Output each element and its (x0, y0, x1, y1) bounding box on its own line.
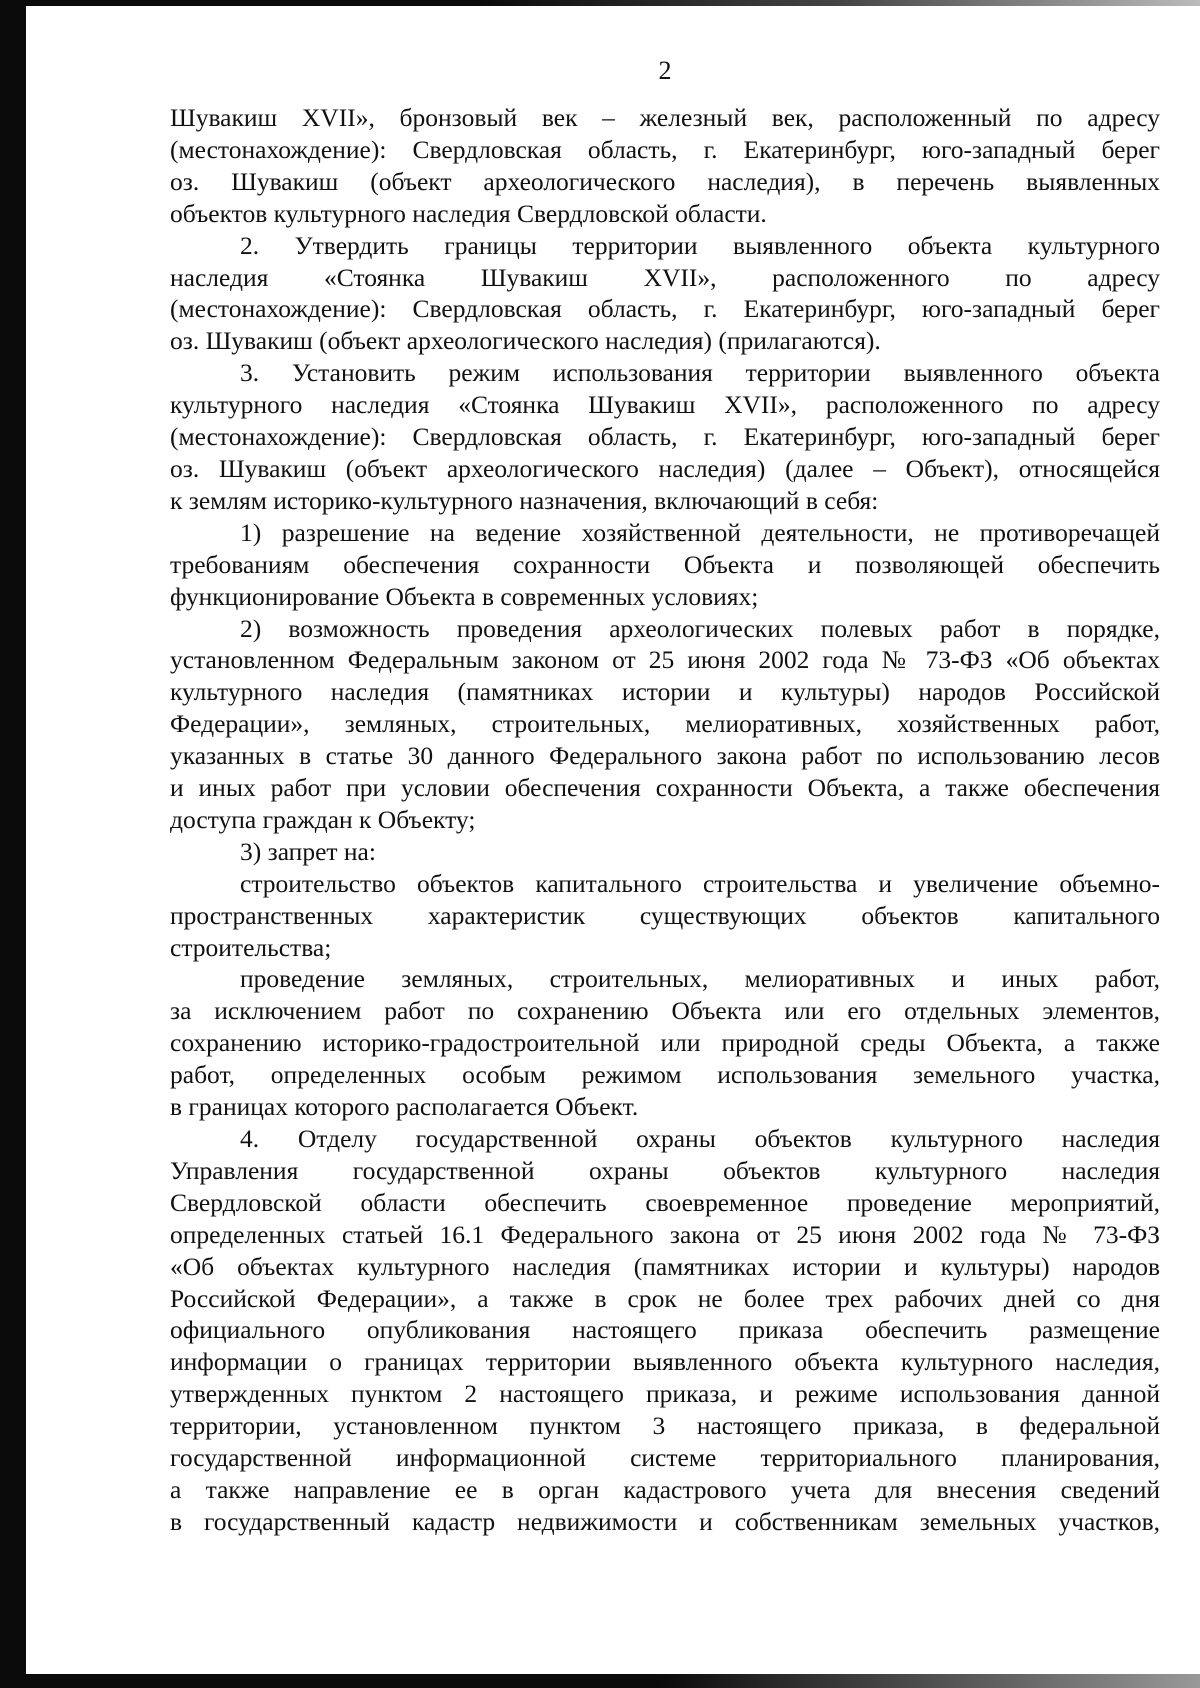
text-line: в границах которого располагается Объект. (170, 1092, 639, 1122)
text-line: Свердловской области обеспечить своевременное проведение мероприятий, (170, 1187, 1160, 1217)
text-line: 3) запрет на: (240, 836, 376, 866)
text-line: а также направление ее в орган кадастрового учета для внесения сведений (170, 1474, 1160, 1504)
scan-edge-top (0, 0, 1200, 6)
paragraph (170, 357, 1160, 517)
text-line: 3. Установить режим использования территории выявленного объекта (240, 358, 1160, 388)
text-line: за исключением работ по сохранению Объекта или его отдельных элементов, (170, 996, 1160, 1026)
text-line: в государственный кадастр недвижимости и собственникам земельных участков, (170, 1506, 1160, 1536)
text-line: требованиям обеспечения сохранности Объекта и позволяющей обеспечить (170, 549, 1160, 579)
text-line: 2. Утвердить границы территории выявленного объекта культурного (240, 230, 1160, 260)
text-line: доступа граждан к Объекту; (170, 804, 476, 834)
text-line: культурного наследия (памятниках истории и культуры) народов Российской (170, 677, 1160, 707)
text-line: Федерации», земляных, строительных, мелиоративных, хозяйственных работ, (170, 709, 1160, 739)
document-page (170, 56, 1160, 1538)
paragraph (170, 613, 1160, 836)
text-line: «Об объектах культурного наследия (памятниках истории и культуры) народов (170, 1251, 1160, 1281)
text-line: сохранению историко-градостроительной или природной среды Объекта, а также (170, 1028, 1160, 1058)
text-line: культурного наследия «Стоянка Шувакиш XVII», расположенного по адресу (170, 390, 1160, 420)
text-line: установленном Федеральным законом от 25 июня 2002 года № 73-ФЗ «Об объектах (170, 645, 1160, 675)
text-line: территории, установленном пунктом 3 настоящего приказа, в федеральной (170, 1411, 1160, 1441)
text-line: государственной информационной системе территориального планирования, (170, 1443, 1160, 1473)
text-line: Российской Федерации», а также в срок не более трех рабочих дней со дня (170, 1283, 1160, 1313)
text-line: строительство объектов капитального строительства и увеличение объемно- (240, 868, 1160, 898)
text-line: оз. Шувакиш (объект археологического наследия) (прилагаются). (170, 326, 881, 356)
scan-edge-bottom (0, 1674, 1200, 1688)
text-line: и иных работ при условии обеспечения сохранности Объекта, а также обеспечения (170, 773, 1160, 803)
paragraph (170, 102, 1160, 230)
text-line: объектов культурного наследия Свердловской области. (170, 198, 767, 228)
paragraph (170, 868, 1160, 964)
text-line: пространственных характеристик существующих объектов капитального (170, 900, 1160, 930)
text-line: Управления государственной охраны объектов культурного наследия (170, 1155, 1160, 1185)
text-line: работ, определенных особым режимом использования земельного участка, (170, 1060, 1160, 1090)
paragraph (170, 517, 1160, 613)
text-line: Шувакиш XVII», бронзовый век – железный век, расположенный по адресу (170, 103, 1160, 132)
page-number: 2 (658, 56, 672, 85)
paragraph (170, 1123, 1160, 1538)
paragraph (170, 230, 1160, 358)
text-line: (местонахождение): Свердловская область, г. Екатеринбург, юго-западный берег (170, 134, 1160, 164)
text-line: информации о границах территории выявленного объекта культурного наследия, (170, 1347, 1160, 1377)
document-body (170, 102, 1160, 1538)
text-line: официального опубликования настоящего приказа обеспечить размещение (170, 1315, 1160, 1345)
text-line: (местонахождение): Свердловская область, г. Екатеринбург, юго-западный берег (170, 294, 1160, 324)
text-line: (местонахождение): Свердловская область, г. Екатеринбург, юго-западный берег (170, 422, 1160, 452)
text-line: 1) разрешение на ведение хозяйственной деятельности, не противоречащей (240, 517, 1160, 547)
paragraph (170, 836, 1160, 868)
text-line: к землям историко-культурного назначения, включающий в себя: (170, 485, 879, 515)
text-line: оз. Шувакиш (объект археологического наследия) (далее – Объект), относящейся (170, 453, 1160, 483)
text-line: 2) возможность проведения археологических полевых работ в порядке, (240, 613, 1160, 643)
text-line: строительства; (170, 932, 332, 962)
paragraph (170, 963, 1160, 1123)
text-line: 4. Отделу государственной охраны объектов культурного наследия (240, 1124, 1160, 1153)
text-line: оз. Шувакиш (объект археологического наследия), в перечень выявленных (170, 166, 1160, 196)
text-line: утвержденных пунктом 2 настоящего приказа, и режиме использования данной (170, 1379, 1160, 1409)
text-line: проведение земляных, строительных, мелиоративных и иных работ, (240, 964, 1160, 994)
text-line: указанных в статье 30 данного Федерального закона работ по использованию лесов (170, 741, 1160, 771)
scan-edge-left (0, 0, 26, 1688)
text-line: определенных статьей 16.1 Федерального закона от 25 июня 2002 года № 73-ФЗ (170, 1219, 1160, 1249)
text-line: наследия «Стоянка Шувакиш XVII», расположенного по адресу (170, 262, 1160, 292)
text-line: функционирование Объекта в современных условиях; (170, 581, 759, 611)
